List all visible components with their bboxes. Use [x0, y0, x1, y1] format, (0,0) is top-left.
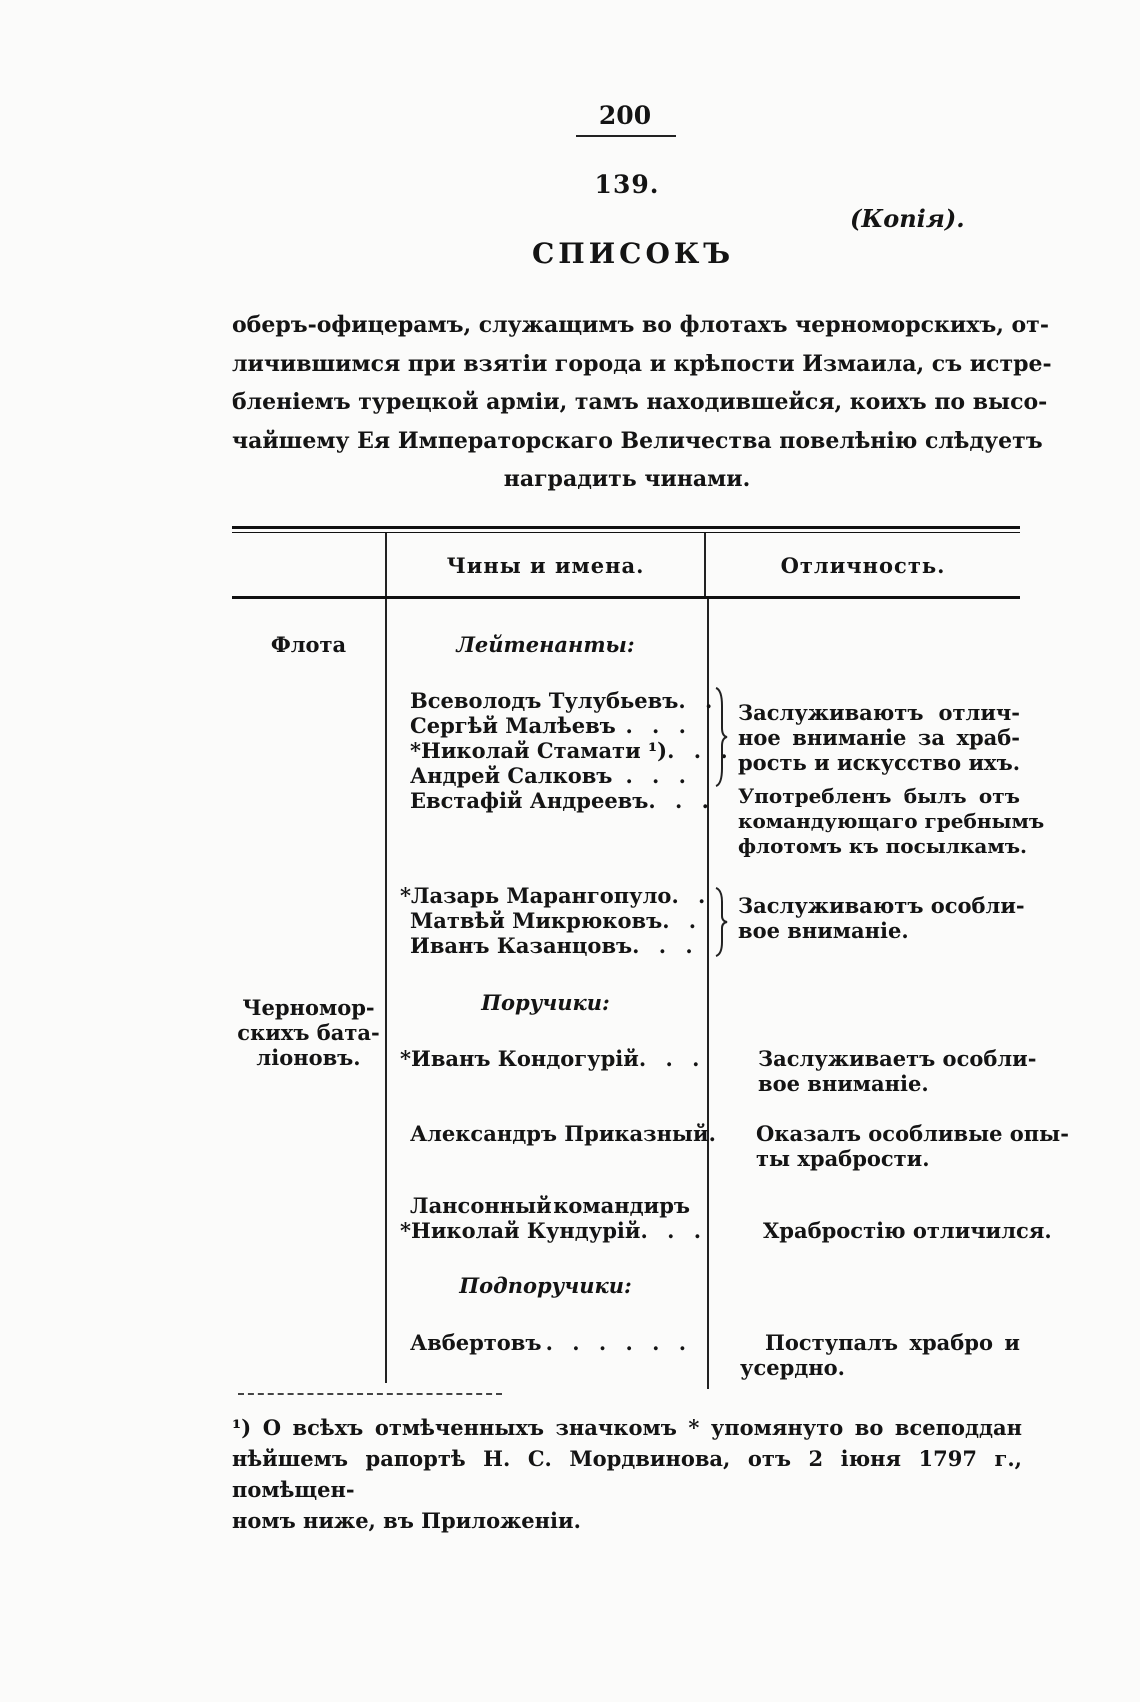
- list-item: Иванъ Казанцовъ . . .: [410, 933, 699, 958]
- brace-group2: [712, 886, 730, 958]
- intro-line: чайшему Ея Императорскаго Величества повелѣнію слѣдуетъ: [232, 427, 1043, 454]
- document-number: 139.: [594, 170, 660, 199]
- list-item: Матвѣй Микрюковъ . .: [410, 908, 703, 933]
- name-list-group2: [400, 883, 712, 958]
- name-kunduri: [400, 1193, 708, 1243]
- footnote-line: ¹) О всѣхъ отмѣченныхъ значкомъ * упомянуто во всеподдан: [232, 1415, 1023, 1440]
- column-divider: [707, 599, 709, 1389]
- merit-group1: [738, 700, 1020, 775]
- name-abbertov: [410, 1330, 692, 1355]
- merit-line: Заслуживаютъ отлич-: [738, 700, 1020, 725]
- merit-line: Поступалъ храбро и: [765, 1330, 1020, 1355]
- list-item: Евстафій Андреевъ . . .: [410, 788, 715, 813]
- merit-line: флотомъ къ посылкамъ.: [738, 834, 1028, 858]
- section-poruchiki: Поручики:: [481, 990, 610, 1015]
- merit-line: ты храбрости.: [756, 1146, 930, 1171]
- merit-line: вое вниманіе.: [758, 1071, 929, 1096]
- list-item: Андрей Салковъ . . .: [410, 763, 692, 788]
- header-merit: Отличность.: [780, 553, 946, 578]
- page-number: 200: [598, 101, 652, 130]
- table-top-rule: [232, 526, 1020, 529]
- unit-battalions-line: скихъ бата-: [237, 1020, 380, 1045]
- merit-andreev: [738, 784, 1045, 859]
- section-lieutenants: Лейтенанты:: [456, 632, 635, 657]
- document-title: СПИСОКЪ: [532, 237, 735, 270]
- table-top-rule-thin: [232, 532, 1020, 533]
- merit-line: Употребленъ былъ отъ: [738, 784, 1020, 808]
- list-item: *Лазарь Марангопуло . .: [400, 883, 712, 908]
- unit-fleet: Флота: [270, 632, 347, 657]
- unit-battalions: [232, 995, 385, 1070]
- intro-line: оберъ-офицерамъ, служащимъ во флотахъ черноморскихъ, от-: [232, 312, 1049, 338]
- page-number-rule: [576, 135, 676, 137]
- list-item: Александръ Приказный.: [410, 1121, 716, 1146]
- merit-line: вое вниманіе.: [738, 918, 909, 943]
- merit-line: Заслуживаютъ особли-: [738, 893, 1025, 918]
- name-prikazny: [410, 1121, 716, 1146]
- merit-abbertov: [740, 1330, 1020, 1380]
- copy-note: (Копія).: [850, 204, 965, 233]
- merit-line: рость и искусство ихъ.: [738, 750, 1020, 775]
- merit-group2: [738, 893, 1025, 943]
- list-item: *Николай Стамати ¹) . . .: [410, 738, 734, 763]
- brace-group1: [712, 686, 730, 788]
- merit-prikazny: [756, 1121, 1069, 1171]
- unit-battalions-line: ліоновъ.: [256, 1045, 361, 1070]
- intro-line: бленіемъ турецкой арміи, тамъ находившейся, коихъ по высо-: [232, 389, 1048, 415]
- intro-paragraph: [232, 306, 1052, 499]
- merit-kondoguri: [758, 1046, 1037, 1096]
- list-item: Авбертовъ . . . . . .: [410, 1330, 692, 1355]
- merit-line: командующаго гребнымъ: [738, 809, 1045, 833]
- intro-line: наградить чинами.: [503, 466, 751, 492]
- footnote-rule: [238, 1393, 502, 1395]
- name-kondoguri: [400, 1046, 706, 1071]
- header-ranks: Чины и имена.: [446, 553, 645, 578]
- list-item: *Иванъ Кондогурій . . .: [400, 1046, 706, 1071]
- merit-kunduri: Храбростію отличился.: [763, 1218, 1052, 1243]
- list-item: *Николай Кундурій . . .: [400, 1218, 708, 1243]
- merit-line: Оказалъ особливые опы-: [756, 1121, 1069, 1146]
- merit-line: Заслуживаетъ особли-: [758, 1046, 1037, 1071]
- list-item: Лансонный командиръ: [410, 1193, 690, 1218]
- list-item: Сергѣй Малѣевъ . . .: [410, 713, 692, 738]
- footnote-line: номъ ниже, въ Приложеніи.: [232, 1508, 581, 1533]
- name-list-group1: [410, 688, 734, 813]
- list-item: Всеволодъ Тулубьевъ . .: [410, 688, 719, 713]
- footnote: [232, 1412, 1022, 1536]
- merit-line: усердно.: [740, 1355, 845, 1380]
- unit-battalions-line: Черномор-: [242, 995, 375, 1020]
- footnote-line: нѣйшемъ рапортѣ Н. С. Мордвинова, отъ 2 іюня 1797 г., помѣщен-: [232, 1446, 1022, 1502]
- footnote-marker: ¹): [232, 1415, 252, 1440]
- section-podporuchiki: Подпоручики:: [459, 1273, 632, 1298]
- intro-line: личившимся при взятіи города и крѣпости Измаила, съ истре-: [232, 350, 1052, 377]
- table-header-rule: [232, 596, 1020, 599]
- merit-line: ное вниманіе за храб-: [738, 725, 1020, 750]
